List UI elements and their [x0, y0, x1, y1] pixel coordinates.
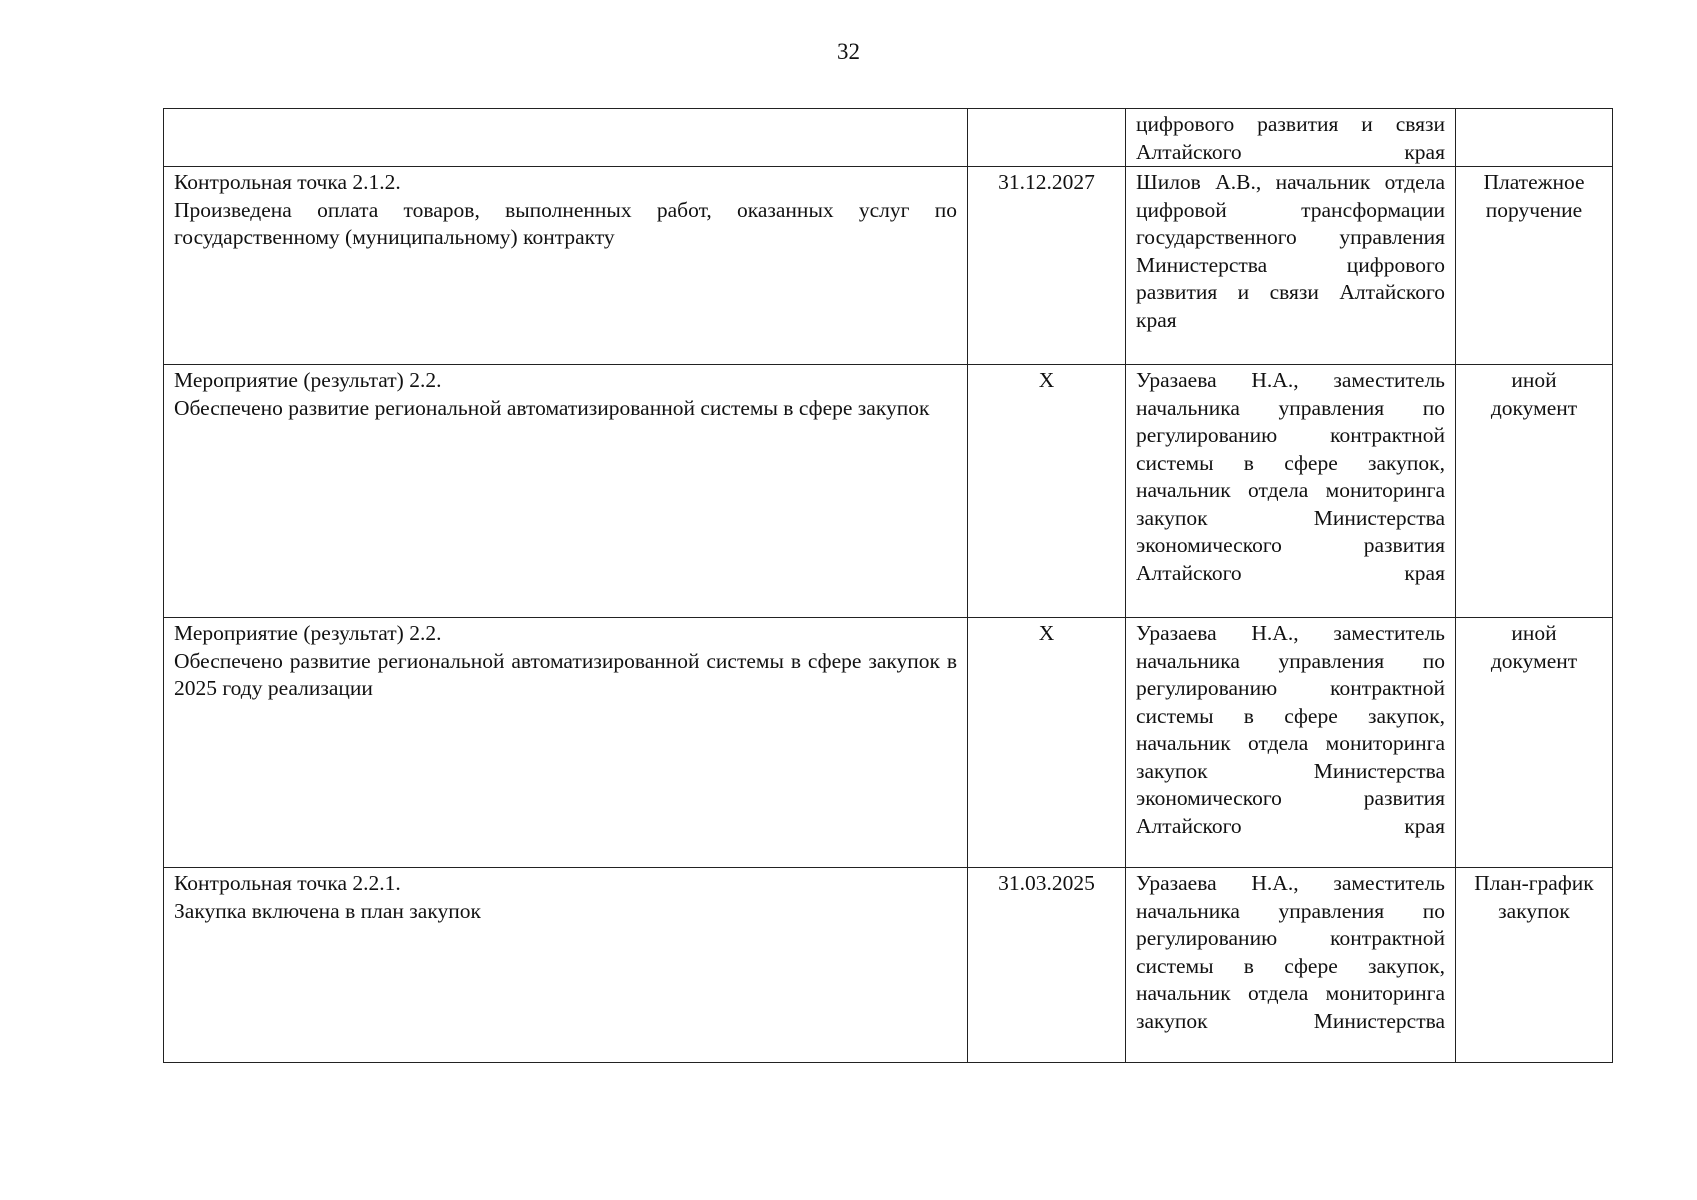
- table-row: [164, 618, 1613, 868]
- document-cell: иной документ: [1456, 618, 1613, 868]
- page-number: 32: [837, 39, 860, 64]
- name-title: Мероприятие (результат) 2.2.: [174, 368, 442, 392]
- responsible-cell: Уразаева Н.А., заместитель начальника управления по регулированию контрактной системы в сфере закупок, начальник отдела мониторинга закупок Министерства экономического развития Алтайского края: [1126, 618, 1456, 868]
- table-row: [164, 365, 1613, 618]
- name-title: Контрольная точка 2.2.1.: [174, 871, 401, 895]
- date-cell: X: [968, 365, 1126, 618]
- name-cell: [164, 868, 968, 1063]
- name-title: Контрольная точка 2.1.2.: [174, 170, 401, 194]
- name-cell: [164, 109, 968, 167]
- name-cell: [164, 618, 968, 868]
- name-text: Произведена оплата товаров, выполненных работ, оказанных услуг по государственному (муниципальному) контракту: [174, 197, 957, 249]
- document-cell: [1456, 109, 1613, 167]
- document-cell: иной документ: [1456, 365, 1613, 618]
- name-cell: [164, 365, 968, 618]
- responsible-cell: Уразаева Н.А., заместитель начальника управления по регулированию контрактной системы в сфере закупок, начальник отдела мониторинга закупок Министерства: [1126, 868, 1456, 1063]
- date-cell: X: [968, 618, 1126, 868]
- document-cell: План-график закупок: [1456, 868, 1613, 1063]
- name-text: Обеспечено развитие региональной автоматизированной системы в сфере закупок в 2025 году реализации: [174, 648, 957, 700]
- table-row: [164, 109, 1613, 167]
- date-cell: [968, 109, 1126, 167]
- table-row: [164, 868, 1613, 1063]
- table-row: [164, 167, 1613, 365]
- responsible-cell: Шилов А.В., начальник отдела цифровой трансформации государственного управления Министерства цифрового развития и связи Алтайского края: [1126, 167, 1456, 365]
- name-cell: [164, 167, 968, 365]
- responsible-cell: цифрового развития и связи Алтайского края: [1126, 109, 1456, 167]
- name-title: Мероприятие (результат) 2.2.: [174, 621, 442, 645]
- name-text: Обеспечено развитие региональной автоматизированной системы в сфере закупок: [174, 395, 930, 420]
- document-cell: Платежное поручение: [1456, 167, 1613, 365]
- name-text: Закупка включена в план закупок: [174, 898, 481, 923]
- date-cell: 31.03.2025: [968, 868, 1126, 1063]
- responsible-cell: Уразаева Н.А., заместитель начальника управления по регулированию контрактной системы в сфере закупок, начальник отдела мониторинга закупок Министерства экономического развития Алтайского края: [1126, 365, 1456, 618]
- events-table: [163, 108, 1613, 1063]
- date-cell: 31.12.2027: [968, 167, 1126, 365]
